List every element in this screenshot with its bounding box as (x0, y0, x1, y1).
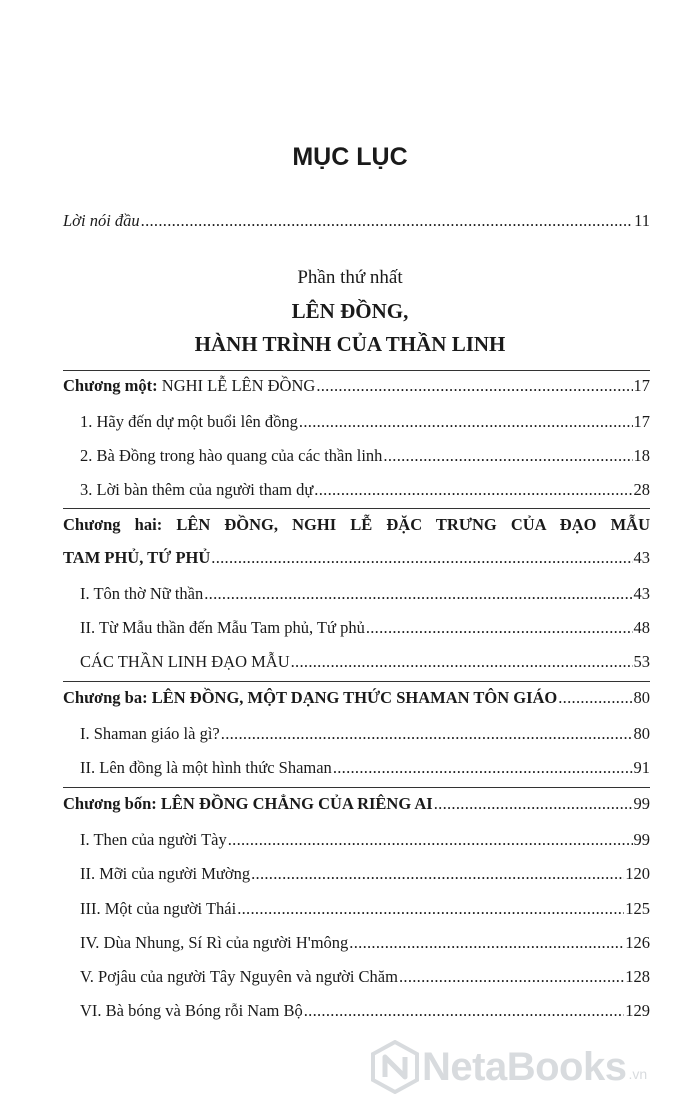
dot-leader (237, 899, 624, 919)
toc-chapter-3[interactable] (63, 688, 650, 708)
watermark-brand: NetaBooks (422, 1044, 627, 1089)
dot-leader (434, 794, 633, 814)
toc-entry-label: III. Một của người Thái (80, 899, 237, 918)
toc-entry[interactable] (80, 618, 650, 638)
dot-leader (349, 933, 624, 953)
dot-leader (204, 584, 632, 604)
toc-page-number: 128 (625, 967, 650, 986)
dot-leader (366, 618, 633, 638)
section-divider (63, 370, 650, 371)
toc-page-number: 99 (633, 830, 650, 849)
chapter-prefix: Chương hai: (63, 515, 163, 534)
dot-leader (291, 652, 633, 672)
toc-page-number: 53 (633, 652, 650, 671)
toc-entry[interactable] (80, 1001, 650, 1021)
toc-chapter-2-heading[interactable] (63, 515, 650, 535)
toc-entry[interactable] (80, 652, 650, 672)
toc-page-number: 18 (633, 446, 650, 465)
section-divider (63, 787, 650, 788)
toc-page-number: 43 (633, 548, 650, 567)
chapter-name: LÊN ĐỒNG CHẲNG CỦA RIÊNG AI (160, 794, 433, 813)
toc-entry-preface[interactable] (63, 211, 650, 231)
dot-leader (299, 412, 633, 432)
dot-leader (314, 480, 632, 500)
chapter-name: LÊN ĐỒNG, NGHI LỄ ĐẶC TRƯNG CỦA ĐẠO MẪU (176, 515, 651, 534)
part-title-line1: LÊN ĐỒNG, (291, 299, 409, 323)
watermark (368, 1040, 647, 1094)
netabooks-logo-icon (368, 1040, 422, 1094)
toc-entry-label: Lời nói đầu (63, 211, 140, 230)
dot-leader (221, 724, 633, 744)
toc-entry[interactable] (80, 899, 650, 919)
toc-entry-label: VI. Bà bóng và Bóng rỗi Nam Bộ (80, 1001, 303, 1020)
toc-entry[interactable] (80, 933, 650, 953)
chapter-heading (63, 376, 315, 396)
chapter-heading (63, 688, 557, 708)
toc-entry[interactable] (80, 864, 650, 884)
dot-leader (383, 446, 632, 466)
dot-leader (251, 864, 624, 884)
toc-page-number: 125 (625, 899, 650, 918)
toc-entry-label: I. Then của người Tày (80, 830, 227, 849)
chapter-prefix: Chương bốn: (63, 794, 157, 813)
watermark-suffix: .vn (628, 1066, 648, 1082)
chapter-prefix: Chương một: (63, 376, 158, 395)
toc-entry-label: II. Từ Mẫu thần đến Mẫu Tam phủ, Tứ phủ (80, 618, 365, 637)
chapter-name: NGHI LỄ LÊN ĐỒNG (161, 376, 316, 395)
toc-entry-label: CÁC THẦN LINH ĐẠO MẪU (80, 652, 290, 671)
toc-entry-label: 1. Hãy đến dự một buổi lên đồng (80, 412, 298, 431)
toc-page-number: 11 (634, 211, 650, 230)
toc-entry-label: 2. Bà Đồng trong hào quang của các thần linh (80, 446, 383, 465)
toc-chapter-2[interactable] (63, 548, 650, 568)
toc-entry[interactable] (80, 584, 650, 604)
toc-entry[interactable] (80, 446, 650, 466)
dot-leader (211, 548, 632, 568)
chapter-prefix: Chương ba: (63, 688, 148, 707)
toc-page-number: 28 (633, 480, 650, 499)
section-divider (63, 681, 650, 682)
toc-page-number: 48 (633, 618, 650, 637)
toc-entry-label: I. Shaman giáo là gì? (80, 724, 220, 743)
toc-page-number: 129 (625, 1001, 650, 1020)
toc-entry-label: 3. Lời bàn thêm của người tham dự (80, 480, 314, 499)
dot-leader (141, 211, 633, 231)
toc-page-number: 126 (625, 933, 650, 952)
toc-entry-label: II. Lên đồng là một hình thức Shaman (80, 758, 332, 777)
section-divider (63, 508, 650, 509)
toc-page-number: 120 (625, 864, 650, 883)
toc-page-number: 43 (633, 584, 650, 603)
toc-page-number: 80 (633, 724, 650, 743)
toc-entry-label: I. Tôn thờ Nữ thần (80, 584, 204, 603)
toc-entry-label: II. Mỡi của người Mường (80, 864, 251, 883)
part-label: Phần thứ nhất (297, 267, 403, 288)
toc-entry[interactable] (80, 830, 650, 850)
toc-entry[interactable] (80, 412, 650, 432)
toc-entry-label: V. Pơjâu của người Tây Nguyên và người Chăm (80, 967, 398, 986)
page-title: MỤC LỤC (292, 143, 408, 171)
toc-entry[interactable] (80, 967, 650, 987)
toc-entry-label: IV. Dùa Nhung, Sí Rì của người H'mông (80, 933, 349, 952)
dot-leader (228, 830, 633, 850)
dot-leader (558, 688, 632, 708)
toc-page-number: 17 (633, 412, 650, 431)
toc-entry[interactable] (80, 758, 650, 778)
dot-leader (304, 1001, 625, 1021)
toc-page-number: 80 (633, 688, 650, 707)
part-title-line2: HÀNH TRÌNH CỦA THẦN LINH (194, 332, 506, 356)
toc-page-number: 91 (633, 758, 650, 777)
toc-chapter-4[interactable] (63, 794, 650, 814)
chapter-name-continued: TAM PHỦ, TỨ PHỦ (63, 548, 211, 567)
dot-leader (399, 967, 624, 987)
chapter-name: LÊN ĐỒNG, MỘT DẠNG THỨC SHAMAN TÔN GIÁO (151, 688, 558, 707)
toc-chapter-1[interactable] (63, 376, 650, 396)
toc-entry[interactable] (80, 480, 650, 500)
toc-page-number: 17 (633, 376, 650, 395)
toc-page-number: 99 (633, 794, 650, 813)
dot-leader (316, 376, 632, 396)
toc-entry[interactable] (80, 724, 650, 744)
dot-leader (333, 758, 633, 778)
chapter-heading (63, 794, 433, 814)
